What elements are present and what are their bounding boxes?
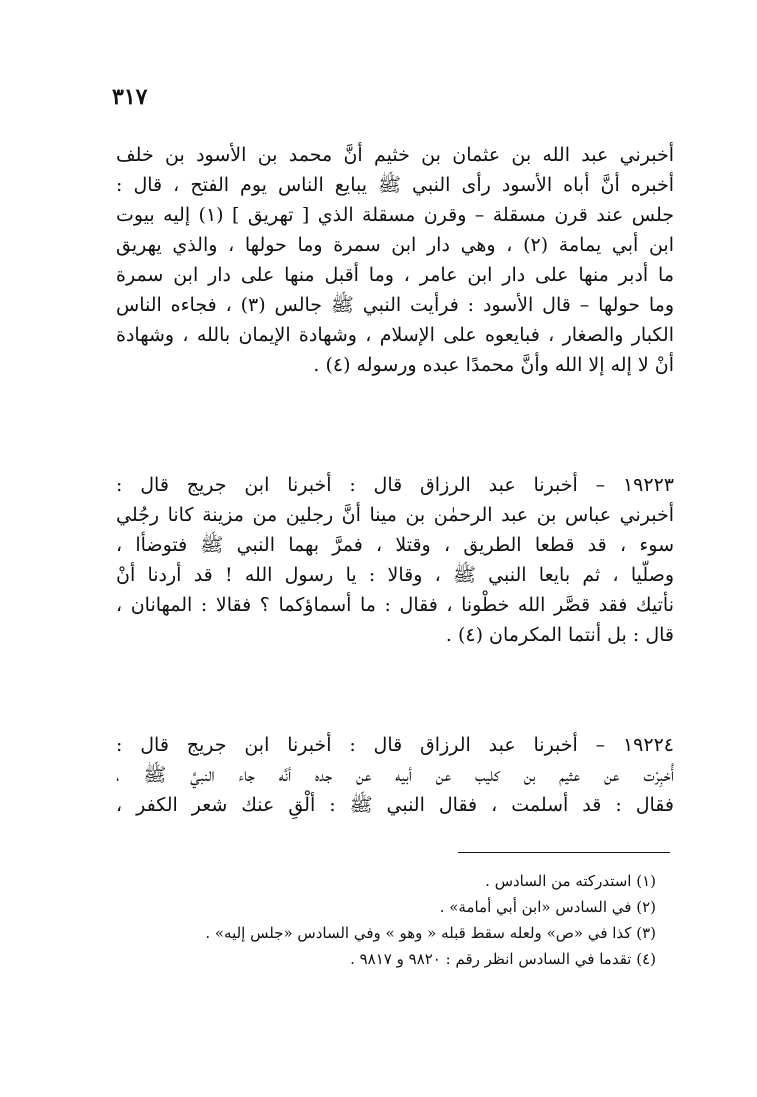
text-line: سوء ، قد قطعا الطريق ، وقتلا ، فمرَّ بهما النبي ﷺ فتوضأا ، xyxy=(116,534,674,556)
text-line: فقال : قد أسلمت ، فقال النبي ﷺ : ألْقِ عنك شعر الكفر ، xyxy=(116,794,674,816)
text-line: ١٩٢٢٤ – أخبرنا عبد الرزاق قال : أخبرنا ابن جريج قال : xyxy=(116,734,674,756)
footnote-divider xyxy=(458,852,670,853)
text-line: ابن أبي يمامة (٢) ، وهي دار ابن سمرة وما حولها ، والذي يهريق xyxy=(116,234,674,256)
text-line: أخبرني عباس بن عبد الرحمٰن بن مينا أنَّ رجلين من مزينة كانا رجُلي xyxy=(116,504,674,526)
text-line: أنْ لا إله إلا الله وأنَّ محمدًا عبده ورسوله (٤) . xyxy=(313,354,674,376)
footnote-4: (٤) تقدما في السادس انظر رقم : ٩٨٢٠ و ٩٨١٧ . xyxy=(350,950,656,968)
page-number: ٣١٧ xyxy=(112,84,148,110)
text-line: جلس عند قرن مسقلة – وقرن مسقلة الذي [ تهريق ] (١) إليه بيوت xyxy=(116,204,674,226)
footnote-3: (٣) كذا في «ص» ولعله سقط قبله « وهو » وفي السادس «جلس إليه» . xyxy=(205,924,656,942)
text-line: قال : بل أنتما المكرمان (٤) . xyxy=(445,624,674,646)
text-line: الكبار والصغار ، فبايعوه على الإسلام ، وشهادة الإيمان بالله ، وشهادة xyxy=(116,324,674,346)
text-line: أخبرني عبد الله بن عثمان بن خثيم أنَّ محمد بن الأسود بن خلف xyxy=(116,144,674,166)
paragraph-hadith-19223 xyxy=(116,470,674,650)
paragraph-hadith-intro xyxy=(116,140,674,380)
text-line: ما أدبر منها على دار ابن عامر ، وما أقبل منها على دار ابن سمرة xyxy=(116,264,674,286)
text-line: أخبره أنَّ أباه الأسود رأى النبي ﷺ يبايع الناس يوم الفتح ، قال : xyxy=(116,174,674,196)
text-line: وما حولها – قال الأسود : فرأيت النبي ﷺ جالس (٣) ، فجاءه الناس xyxy=(116,294,674,316)
text-line: وصلَّيا ، ثم بايعا النبي ﷺ ، وقالا : يا رسول الله ! قد أردنا أنْ xyxy=(116,564,674,586)
paragraph-hadith-19224 xyxy=(116,730,674,820)
footnotes xyxy=(200,868,656,972)
footnote-1: (١) استدركته من السادس . xyxy=(485,872,656,890)
footnote-2: (٢) في السادس «ابن أبي أمامة» . xyxy=(439,898,656,916)
text-line: نأتيك فقد قصَّر الله خطْونا ، فقال : ما أسماؤكما ؟ فقالا : المهانان ، xyxy=(116,594,674,616)
text-line: ١٩٢٢٣ – أخبرنا عبد الرزاق قال : أخبرنا ابن جريج قال : xyxy=(116,474,674,496)
text-line: أُخبِرْت عن عثيم بن كليب عن أبيه عن جده أنَّه جاء النبيَّ ﷺ ، xyxy=(116,764,674,786)
